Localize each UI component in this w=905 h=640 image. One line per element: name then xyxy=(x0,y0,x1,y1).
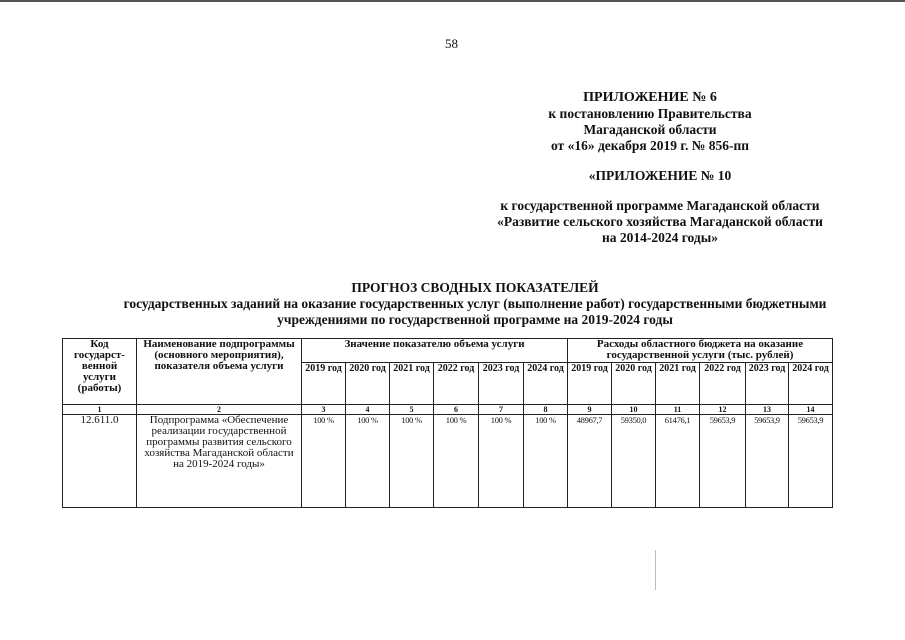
appendix-line: Магаданской области xyxy=(583,122,717,137)
index-cell: 6 xyxy=(434,405,479,415)
header-year: 2020 год xyxy=(346,363,390,405)
document-title xyxy=(60,280,890,328)
title-line: учреждениями по государственной программе на 2019-2024 годы xyxy=(277,312,673,327)
expense-value: 61476,1 xyxy=(656,415,700,508)
header-year: 2024 год xyxy=(789,363,833,405)
expense-value: 48967,7 xyxy=(568,415,612,508)
index-cell: 7 xyxy=(479,405,524,415)
index-cell: 13 xyxy=(746,405,789,415)
header-name: Наименование подпрограммы (основного мероприятия), показателя объема услуги xyxy=(137,339,302,405)
volume-value: 100 % xyxy=(524,415,568,508)
appendix-block xyxy=(520,90,780,154)
index-cell: 2 xyxy=(137,405,302,415)
header-year: 2020 год xyxy=(612,363,656,405)
appendix2-line: «Развитие сельского хозяйства Магаданской области xyxy=(497,214,823,229)
volume-value: 100 % xyxy=(390,415,434,508)
expense-value: 59350,0 xyxy=(612,415,656,508)
scan-edge xyxy=(0,0,905,2)
index-cell: 5 xyxy=(390,405,434,415)
header-year: 2019 год xyxy=(302,363,346,405)
volume-value: 100 % xyxy=(346,415,390,508)
header-year: 2022 год xyxy=(434,363,479,405)
header-year: 2023 год xyxy=(746,363,789,405)
volume-value: 100 % xyxy=(302,415,346,508)
appendix-line: к постановлению Правительства xyxy=(548,106,752,121)
index-cell: 9 xyxy=(568,405,612,415)
index-row xyxy=(63,405,833,415)
index-cell: 3 xyxy=(302,405,346,415)
title-line: государственных заданий на оказание государственных услуг (выполнение работ) государственными бюджетными xyxy=(123,296,827,311)
appendix2-block xyxy=(470,168,850,246)
appendix2-line: на 2014-2024 годы» xyxy=(601,230,719,245)
title-line: ПРОГНОЗ СВОДНЫХ ПОКАЗАТЕЛЕЙ xyxy=(351,280,599,295)
volume-value: 100 % xyxy=(434,415,479,508)
subprogram-name: Подпрограмма «Обеспечение реализации государственной программы развития сельского хозяйства Магаданской области на 2019-2024 годы» xyxy=(137,415,302,508)
expense-value: 59653,9 xyxy=(700,415,746,508)
header-year: 2021 год xyxy=(390,363,434,405)
index-cell: 12 xyxy=(700,405,746,415)
index-cell: 14 xyxy=(789,405,833,415)
appendix-title: ПРИЛОЖЕНИЕ № 6 xyxy=(583,90,717,105)
volume-value: 100 % xyxy=(479,415,524,508)
index-cell: 1 xyxy=(63,405,137,415)
service-code: 12.611.0 xyxy=(63,415,137,508)
forecast-table xyxy=(62,338,833,508)
index-cell: 4 xyxy=(346,405,390,415)
index-cell: 8 xyxy=(524,405,568,415)
header-year: 2021 год xyxy=(656,363,700,405)
index-cell: 10 xyxy=(612,405,656,415)
header-year: 2022 год xyxy=(700,363,746,405)
header-expense-group: Расходы областного бюджета на оказание государственной услуги (тыс. рублей) xyxy=(568,339,833,363)
header-year: 2024 год xyxy=(524,363,568,405)
table-row xyxy=(63,415,833,508)
appendix2-line: к государственной программе Магаданской области xyxy=(500,198,820,213)
header-year: 2023 год xyxy=(479,363,524,405)
header-year: 2019 год xyxy=(568,363,612,405)
scan-artifact xyxy=(655,550,656,590)
appendix2-title: «ПРИЛОЖЕНИЕ № 10 xyxy=(588,168,732,183)
header-volume-group: Значение показателю объема услуги xyxy=(302,339,568,363)
expense-value: 59653,9 xyxy=(746,415,789,508)
appendix-line: от «16» декабря 2019 г. № 856-пп xyxy=(550,138,749,153)
page-number: 58 xyxy=(445,36,458,51)
header-code: Код государст-венной услуги (работы) xyxy=(63,339,137,405)
expense-value: 59653,9 xyxy=(789,415,833,508)
index-cell: 11 xyxy=(656,405,700,415)
